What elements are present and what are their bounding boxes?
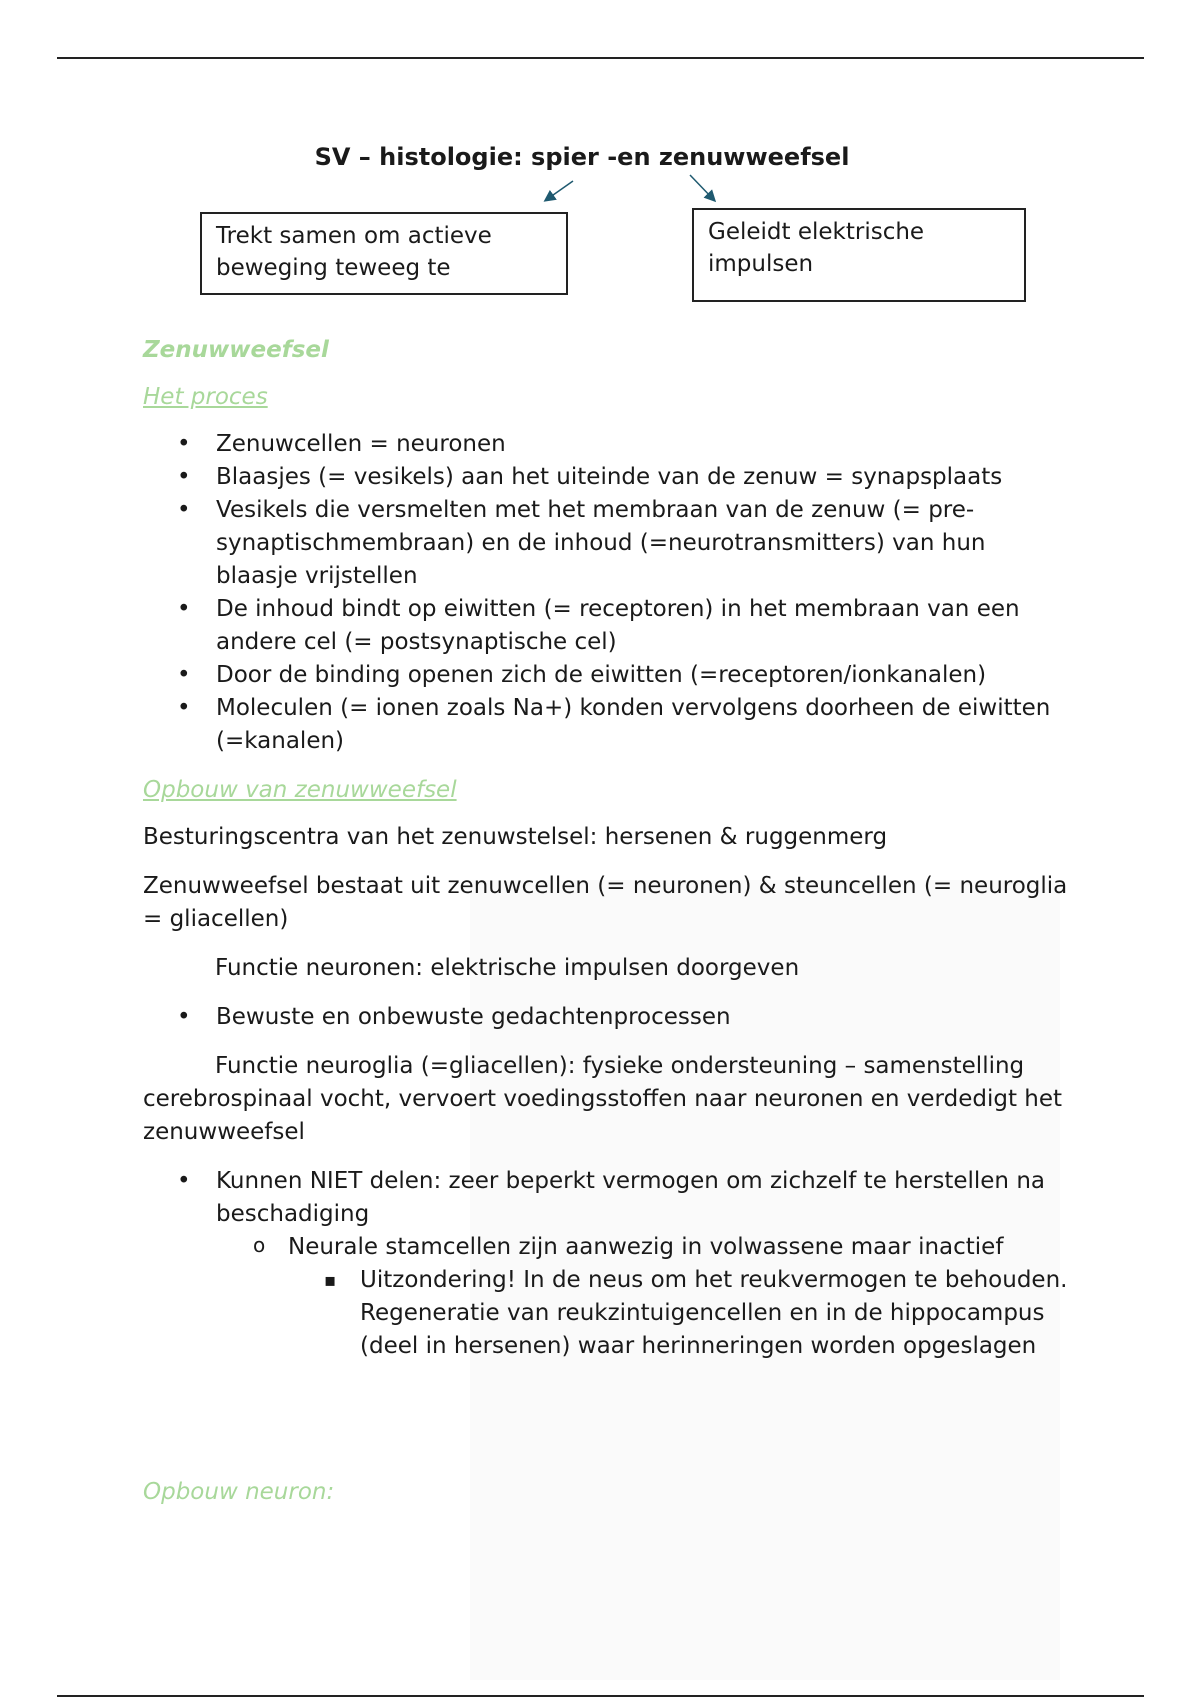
document-body [143,334,1073,1523]
list-item: • Door de binding openen zich de eiwitten (=receptoren/ionkanalen) [143,659,1073,692]
list-item: • De inhoud bindt op eiwitten (= receptoren) in het membraan van een andere cel (= postsynaptische cel) [143,593,1073,659]
sublist-item: o Neurale stamcellen zijn aanwezig in volwassene maar inactief [143,1231,1073,1264]
neuronen-list [143,1001,1073,1034]
list-item: • Blaasjes (= vesikels) aan het uiteinde van de zenuw = synapsplaats [143,461,1073,494]
list-item: • Bewuste en onbewuste gedachtenprocessen [143,1001,1073,1034]
neuroglia-list [143,1165,1073,1231]
paragraph-functie-neuroglia: Functie neuroglia (=gliacellen): fysieke ondersteuning – samenstelling cerebrospinaal vocht, vervoert voedingsstoffen naar neuronen en verdedigt het zenuwweefsel [143,1053,1063,1145]
heading-opbouw-neuron: Opbouw neuron: [143,1479,335,1505]
box-nerve: Geleidt elektrische impulsen [692,208,1026,302]
list-item: • Zenuwcellen = neuronen [143,428,1073,461]
list-item: • Vesikels die versmelten met het membraan van de zenuw (= pre-synaptischmembraan) en de inhoud (=neurotransmitters) van hun blaasje vrijstellen [143,494,1073,593]
proces-list [143,428,1073,758]
document-title-text: SV – histologie: spier -en zenuwweefsel [314,143,850,171]
arrow-left [546,181,573,200]
bottom-rule [57,1695,1144,1697]
list-item: • Kunnen NIET delen: zeer beperkt vermogen om zichzelf te herstellen na beschadiging [143,1165,1073,1231]
box-muscle: Trekt samen om actieve beweging teweeg te [200,212,568,295]
paragraph-besturingscentra: Besturingscentra van het zenuwstelsel: hersenen & ruggenmerg [143,824,888,850]
paragraph-functie-neuronen: Functie neuronen: elektrische impulsen doorgeven [215,955,800,981]
list-item: • Moleculen (= ionen zoals Na+) konden vervolgens doorheen de eiwitten (=kanalen) [143,692,1073,758]
heading-zenuwweefsel: Zenuwweefsel [143,337,329,363]
paragraph-zenuwweefsel-bestaat: Zenuwweefsel bestaat uit zenuwcellen (= neuronen) & steuncellen (= neuroglia = gliacellen) [143,873,1068,932]
subsublist-item: ▪ Uitzondering! In de neus om het reukvermogen te behouden. Regeneratie van reukzintuigencellen en in de hippocampus (deel in hersenen) waar herinneringen worden opgeslagen [143,1264,1073,1363]
arrow-right [690,175,714,200]
heading-opbouw-zenuwweefsel: Opbouw van zenuwweefsel [143,777,457,803]
heading-het-proces: Het proces [143,384,268,410]
